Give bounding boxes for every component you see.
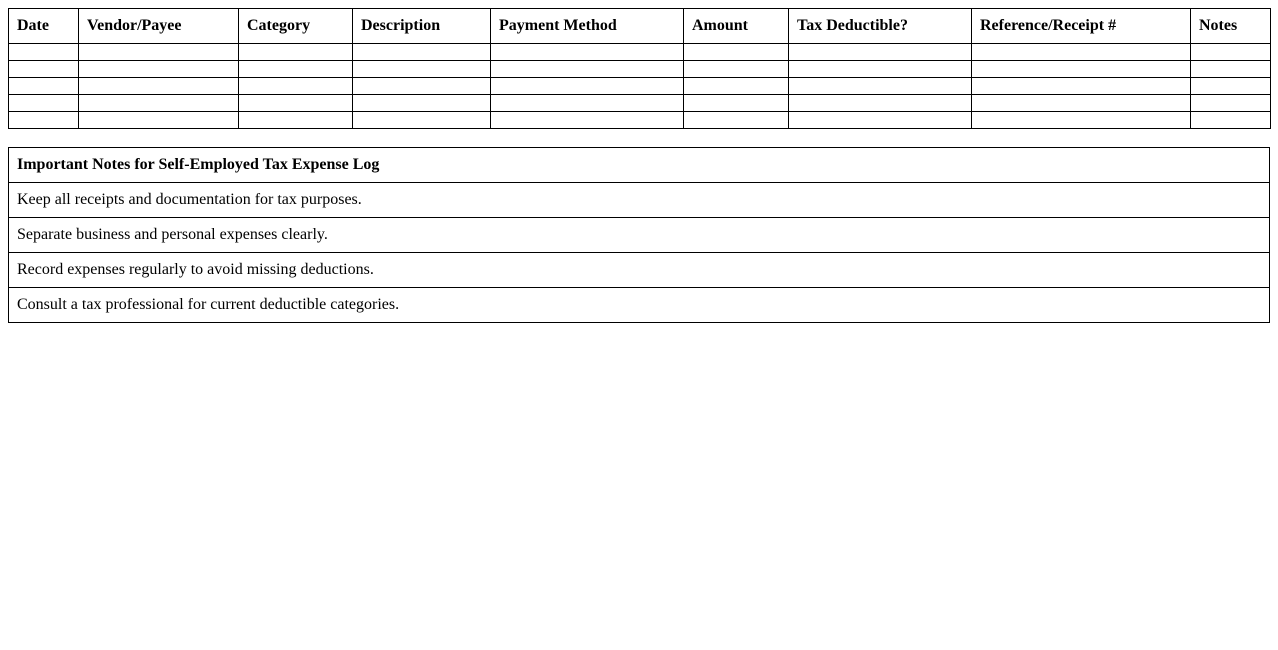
table-cell[interactable]	[79, 61, 239, 78]
table-cell[interactable]	[79, 44, 239, 61]
table-cell[interactable]	[353, 78, 491, 95]
table-cell[interactable]	[239, 44, 353, 61]
table-cell[interactable]	[1191, 95, 1271, 112]
note-text: Record expenses regularly to avoid missing deductions.	[9, 253, 1270, 288]
table-cell[interactable]	[972, 61, 1191, 78]
table-cell[interactable]	[353, 112, 491, 129]
table-cell[interactable]	[789, 61, 972, 78]
list-item	[9, 218, 1270, 253]
table-cell[interactable]	[1191, 78, 1271, 95]
table-cell[interactable]	[972, 112, 1191, 129]
list-item	[9, 288, 1270, 323]
column-header-payment-method: Payment Method	[491, 9, 684, 44]
table-cell[interactable]	[9, 61, 79, 78]
table-cell[interactable]	[491, 95, 684, 112]
table-cell[interactable]	[79, 112, 239, 129]
table-cell[interactable]	[239, 95, 353, 112]
notes-title-row	[9, 148, 1270, 183]
table-row	[9, 44, 1271, 61]
table-cell[interactable]	[972, 44, 1191, 61]
table-cell[interactable]	[789, 78, 972, 95]
table-cell[interactable]	[9, 95, 79, 112]
list-item	[9, 253, 1270, 288]
column-header-description: Description	[353, 9, 491, 44]
table-cell[interactable]	[239, 112, 353, 129]
table-row	[9, 78, 1271, 95]
table-cell[interactable]	[353, 61, 491, 78]
table-cell[interactable]	[239, 78, 353, 95]
table-cell[interactable]	[79, 95, 239, 112]
column-header-reference-receipt: Reference/Receipt #	[972, 9, 1191, 44]
table-cell[interactable]	[789, 44, 972, 61]
table-cell[interactable]	[684, 112, 789, 129]
expense-log-table	[8, 8, 1271, 129]
note-text: Keep all receipts and documentation for tax purposes.	[9, 183, 1270, 218]
important-notes-table	[8, 147, 1270, 323]
table-cell[interactable]	[972, 95, 1191, 112]
note-text: Separate business and personal expenses clearly.	[9, 218, 1270, 253]
table-cell[interactable]	[684, 44, 789, 61]
table-cell[interactable]	[9, 78, 79, 95]
table-cell[interactable]	[9, 112, 79, 129]
table-cell[interactable]	[789, 112, 972, 129]
table-cell[interactable]	[972, 78, 1191, 95]
note-text: Consult a tax professional for current deductible categories.	[9, 288, 1270, 323]
table-cell[interactable]	[684, 78, 789, 95]
column-header-date: Date	[9, 9, 79, 44]
table-cell[interactable]	[239, 61, 353, 78]
header-row	[9, 9, 1271, 44]
column-header-category: Category	[239, 9, 353, 44]
table-cell[interactable]	[1191, 61, 1271, 78]
table-cell[interactable]	[353, 44, 491, 61]
table-row	[9, 61, 1271, 78]
notes-title: Important Notes for Self-Employed Tax Expense Log	[9, 148, 1270, 183]
table-cell[interactable]	[9, 44, 79, 61]
table-cell[interactable]	[491, 44, 684, 61]
table-cell[interactable]	[491, 112, 684, 129]
column-header-vendor-payee: Vendor/Payee	[79, 9, 239, 44]
table-cell[interactable]	[491, 78, 684, 95]
list-item	[9, 183, 1270, 218]
table-row	[9, 112, 1271, 129]
table-cell[interactable]	[684, 95, 789, 112]
column-header-amount: Amount	[684, 9, 789, 44]
table-cell[interactable]	[1191, 44, 1271, 61]
table-cell[interactable]	[491, 61, 684, 78]
table-row	[9, 95, 1271, 112]
column-header-tax-deductible: Tax Deductible?	[789, 9, 972, 44]
table-cell[interactable]	[353, 95, 491, 112]
table-cell[interactable]	[79, 78, 239, 95]
table-cell[interactable]	[1191, 112, 1271, 129]
column-header-notes: Notes	[1191, 9, 1271, 44]
table-cell[interactable]	[789, 95, 972, 112]
table-cell[interactable]	[684, 61, 789, 78]
